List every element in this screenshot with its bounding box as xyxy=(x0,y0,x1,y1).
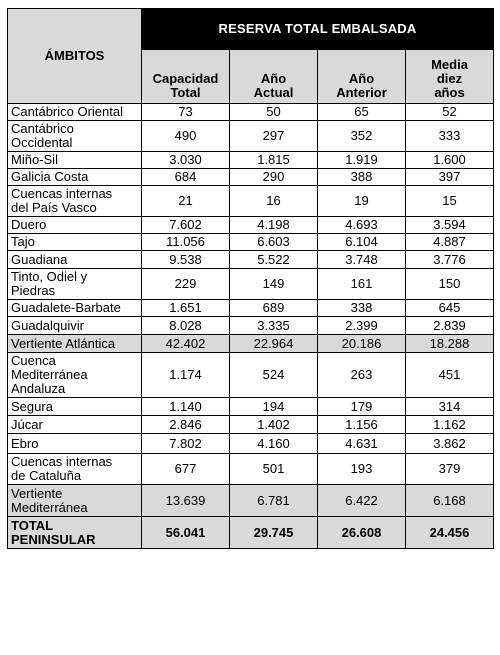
ambito-name xyxy=(8,104,142,121)
name-line: Cuencas internas xyxy=(11,186,113,201)
value-cell: 21 xyxy=(142,186,230,217)
ambito-name xyxy=(8,234,142,251)
name-line: Mediterránea xyxy=(11,499,88,515)
reservoir-table xyxy=(7,8,494,549)
value-cell: 11.056 xyxy=(142,234,230,251)
value-cell: 7.802 xyxy=(142,434,230,454)
ambito-name xyxy=(8,251,142,269)
value-cell: 1.140 xyxy=(142,398,230,416)
value-cell: 3.748 xyxy=(318,251,406,269)
value-cell: 15 xyxy=(406,186,494,217)
name-line: Cuencas internas xyxy=(11,454,113,469)
value-cell: 3.594 xyxy=(406,217,494,234)
value-cell: 490 xyxy=(142,121,230,152)
media-diez-anos-header xyxy=(406,50,494,104)
value-cell: 8.028 xyxy=(142,317,230,335)
ambito-name xyxy=(8,335,142,353)
value-cell: 16 xyxy=(230,186,318,217)
value-cell: 3.862 xyxy=(406,434,494,454)
value-cell: 684 xyxy=(142,169,230,186)
value-cell: 297 xyxy=(230,121,318,152)
value-cell: 1.651 xyxy=(142,300,230,317)
value-cell: 4.198 xyxy=(230,217,318,234)
reservoir-table-container xyxy=(7,8,493,549)
name-line: Miño-Sil xyxy=(11,152,58,167)
value-cell: 1.174 xyxy=(142,353,230,398)
table-row xyxy=(8,485,494,517)
value-cell: 26.608 xyxy=(318,517,406,549)
value-cell: 397 xyxy=(406,169,494,186)
value-cell: 13.639 xyxy=(142,485,230,517)
table-row xyxy=(8,454,494,485)
table-row xyxy=(8,434,494,454)
ambito-name xyxy=(8,186,142,217)
header-line: Actual xyxy=(253,85,294,100)
table-row xyxy=(8,317,494,335)
table-row xyxy=(8,169,494,186)
value-cell: 4.693 xyxy=(318,217,406,234)
table-row xyxy=(8,234,494,251)
ambito-name xyxy=(8,317,142,335)
value-cell: 1.919 xyxy=(318,152,406,169)
value-cell: 1.600 xyxy=(406,152,494,169)
value-cell: 18.288 xyxy=(406,335,494,353)
header-line: Año xyxy=(348,71,375,86)
value-cell: 161 xyxy=(318,269,406,300)
header-line: Media xyxy=(431,57,468,72)
name-line: Segura xyxy=(11,398,53,414)
value-cell: 689 xyxy=(230,300,318,317)
name-line: PENINSULAR xyxy=(11,531,96,547)
name-line: TOTAL xyxy=(11,517,54,533)
ano-anterior-header xyxy=(318,50,406,104)
table-row xyxy=(8,217,494,234)
value-cell: 1.402 xyxy=(230,416,318,434)
value-cell: 22.964 xyxy=(230,335,318,353)
name-line: Mediterránea xyxy=(11,367,88,382)
value-cell: 150 xyxy=(406,269,494,300)
value-cell: 4.160 xyxy=(230,434,318,454)
value-cell: 65 xyxy=(318,104,406,121)
value-cell: 20.186 xyxy=(318,335,406,353)
name-line: Galicia Costa xyxy=(11,169,89,184)
total-row xyxy=(8,517,494,549)
header-line: diez xyxy=(436,71,463,86)
value-cell: 451 xyxy=(406,353,494,398)
value-cell: 7.602 xyxy=(142,217,230,234)
ambito-name xyxy=(8,121,142,152)
value-cell: 149 xyxy=(230,269,318,300)
value-cell: 6.781 xyxy=(230,485,318,517)
ambito-name xyxy=(8,217,142,234)
table-row xyxy=(8,121,494,152)
value-cell: 290 xyxy=(230,169,318,186)
value-cell: 5.522 xyxy=(230,251,318,269)
value-cell: 6.168 xyxy=(406,485,494,517)
value-cell: 3.030 xyxy=(142,152,230,169)
value-cell: 9.538 xyxy=(142,251,230,269)
ambito-name xyxy=(8,152,142,169)
value-cell: 56.041 xyxy=(142,517,230,549)
table-row xyxy=(8,269,494,300)
value-cell: 19 xyxy=(318,186,406,217)
name-line: Occidental xyxy=(11,135,73,150)
value-cell: 2.399 xyxy=(318,317,406,335)
ano-actual-header xyxy=(230,50,318,104)
ambito-name xyxy=(8,454,142,485)
name-line: Vertiente xyxy=(11,485,63,501)
name-line: Duero xyxy=(11,217,47,232)
value-cell: 3.335 xyxy=(230,317,318,335)
value-cell: 73 xyxy=(142,104,230,121)
ambito-name xyxy=(8,398,142,416)
name-line: Guadalquivir xyxy=(11,317,84,333)
reserva-total-header: RESERVA TOTAL EMBALSADA xyxy=(142,9,494,50)
ambito-name xyxy=(8,300,142,317)
value-cell: 50 xyxy=(230,104,318,121)
header-line: Capacidad xyxy=(152,71,219,86)
value-cell: 2.839 xyxy=(406,317,494,335)
ambito-name xyxy=(8,353,142,398)
name-line: Piedras xyxy=(11,283,56,298)
ambito-name xyxy=(8,169,142,186)
value-cell: 379 xyxy=(406,454,494,485)
name-line: Vertiente Atlántica xyxy=(11,335,116,351)
capacidad-total-header xyxy=(142,50,230,104)
table-row xyxy=(8,353,494,398)
name-line: Tinto, Odiel y xyxy=(11,269,88,284)
value-cell: 6.422 xyxy=(318,485,406,517)
value-cell: 193 xyxy=(318,454,406,485)
name-line: Guadalete-Barbate xyxy=(11,300,121,315)
value-cell: 333 xyxy=(406,121,494,152)
value-cell: 52 xyxy=(406,104,494,121)
name-line: Cuenca xyxy=(11,353,56,368)
value-cell: 352 xyxy=(318,121,406,152)
value-cell: 1.162 xyxy=(406,416,494,434)
value-cell: 4.887 xyxy=(406,234,494,251)
value-cell: 194 xyxy=(230,398,318,416)
value-cell: 388 xyxy=(318,169,406,186)
table-row xyxy=(8,186,494,217)
value-cell: 2.846 xyxy=(142,416,230,434)
ambito-name xyxy=(8,434,142,454)
value-cell: 24.456 xyxy=(406,517,494,549)
table-row xyxy=(8,300,494,317)
name-line: Cantábrico xyxy=(11,121,74,136)
name-line: Cantábrico Oriental xyxy=(11,104,123,119)
table-row xyxy=(8,152,494,169)
ambito-name xyxy=(8,517,142,549)
value-cell: 338 xyxy=(318,300,406,317)
value-cell: 42.402 xyxy=(142,335,230,353)
value-cell: 1.815 xyxy=(230,152,318,169)
value-cell: 6.104 xyxy=(318,234,406,251)
name-line: Tajo xyxy=(11,234,35,249)
header-line: años xyxy=(434,85,465,100)
ambito-name xyxy=(8,485,142,517)
value-cell: 524 xyxy=(230,353,318,398)
table-row xyxy=(8,398,494,416)
ambito-name xyxy=(8,269,142,300)
value-cell: 645 xyxy=(406,300,494,317)
table-row xyxy=(8,416,494,434)
value-cell: 314 xyxy=(406,398,494,416)
value-cell: 179 xyxy=(318,398,406,416)
name-line: Ebro xyxy=(11,435,39,451)
value-cell: 263 xyxy=(318,353,406,398)
value-cell: 677 xyxy=(142,454,230,485)
header-line: Anterior xyxy=(336,85,387,100)
value-cell: 1.156 xyxy=(318,416,406,434)
name-line: Júcar xyxy=(11,416,43,432)
name-line: Andaluza xyxy=(11,381,66,396)
name-line: del País Vasco xyxy=(11,200,97,215)
ambitos-header: ÁMBITOS xyxy=(8,9,142,104)
value-cell: 3.776 xyxy=(406,251,494,269)
value-cell: 4.631 xyxy=(318,434,406,454)
header-line: Total xyxy=(170,85,201,100)
name-line: de Cataluña xyxy=(11,468,82,483)
table-body xyxy=(8,104,494,549)
value-cell: 229 xyxy=(142,269,230,300)
name-line: Guadiana xyxy=(11,251,68,267)
value-cell: 501 xyxy=(230,454,318,485)
ambito-name xyxy=(8,416,142,434)
table-row xyxy=(8,335,494,353)
value-cell: 29.745 xyxy=(230,517,318,549)
table-row xyxy=(8,251,494,269)
value-cell: 6.603 xyxy=(230,234,318,251)
table-row xyxy=(8,104,494,121)
header-line: Año xyxy=(260,71,287,86)
